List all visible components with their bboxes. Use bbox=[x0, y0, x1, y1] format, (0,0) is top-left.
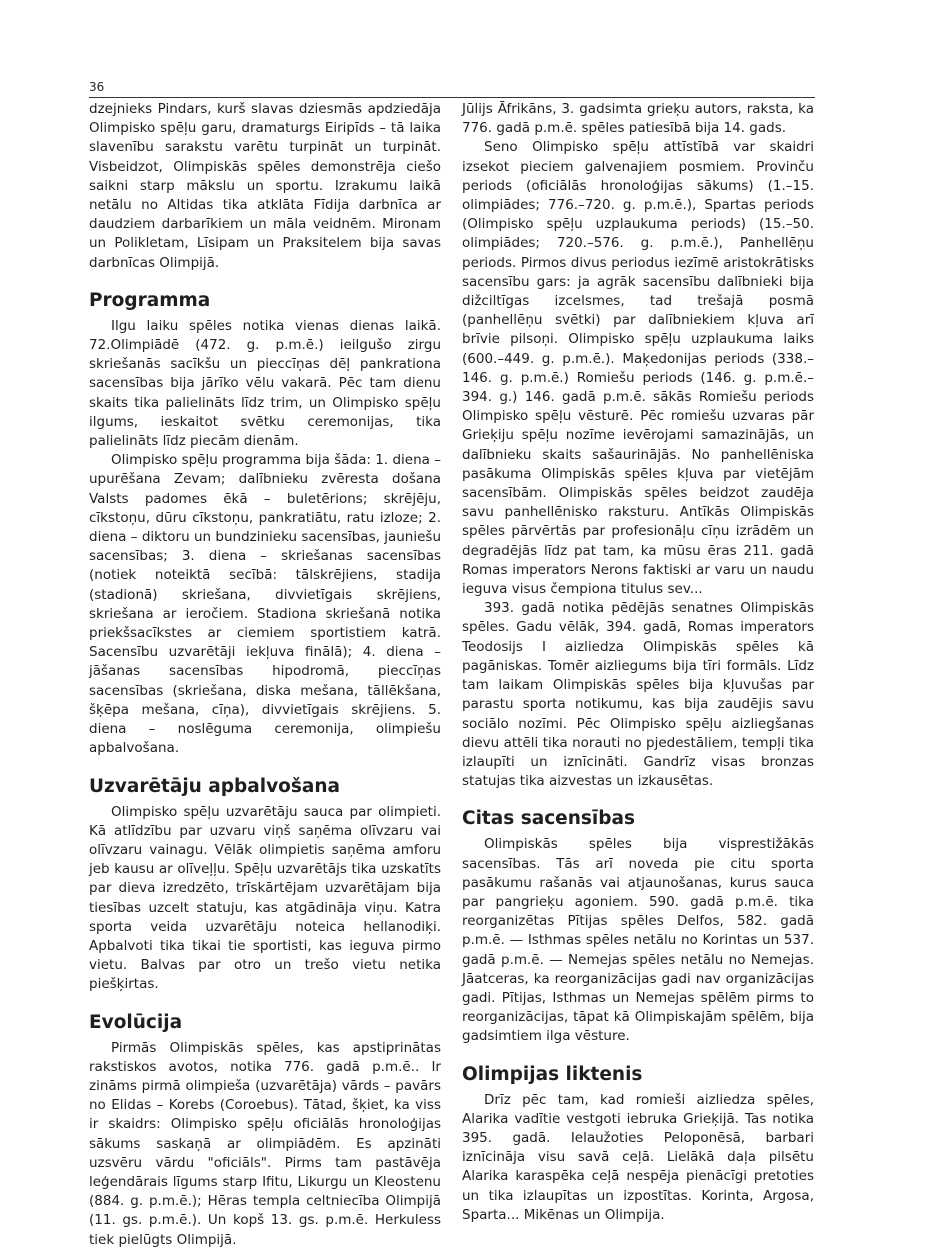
programma-paragraph-2: Olimpisko spēļu programma bija šāda: 1. diena – upurēšana Zevam; dalībnieku zvēresta došana Valsts padomes ēkā – buletērions; skrējēju, cīkstoņu, dūru cīkstoņu, pankratiātu, ratu izloze; 2. diena – diktoru un bundzinieku sacensības, jauniešu sacensības; 3. diena – skriešanas sacensības (notiek noteiktā secībā: tālskrējiens, stadija (stadionā) skriešana, divvietīgais skrējiens, skriešana ar ieročiem. Stadiona skriešanā notika priekšsacīkstes ar ciemiem sportistiem katrā. Sacensību uzvarētāji iekļuva finālā); 4. diena – jāšanas sacensības hipodromā, pieccīņas sacensības (skriešana, diska mešana, tāllēkšana, šķēpa mešana, cīņa), divvietīgais skrējiens. 5. diena – noslēguma ceremonija, olimpiešu apbalvošana. bbox=[89, 452, 441, 757]
left-intro-paragraph: dzejnieks Pindars, kurš slavas dziesmās apdziedāja Olimpisko spēļu garu, dramaturgs Eiripīds – tā laika slavenību sarakstu varētu turpināt un turpināt. Visbeidzot, Olimpiskās spēles demonstrēja ciešo saikni starp mākslu un sportu. Izrakumu laikā netālu no Altidas tika atklāta Fīdija darbnīca ar daudziem darbarīkiem un māla veidnēm. Mironam un Polikletam, Līsipam un Praksitelem bija savas darbnīcas Olimpijā. bbox=[89, 101, 441, 271]
heading-uzvaretaju-apbalvosana: Uzvarētāju apbalvošana bbox=[89, 775, 340, 797]
uzvaretaju-paragraph-1: Olimpisko spēļu uzvarētāju sauca par olimpieti. Kā atlīdzību par uzvaru viņš saņēma olīvzaru vai olīvzaru vainagu. Vēlāk olimpietis saņēma amforu jeb kausu ar olīveļļu. Spēļu uzvarētājs tika uzskatīts par dieva izredzēto, trīskārtējam uzvarētājam bija tiesības uzcelt statuju, kas atgādināja viņu. Katra sporta veida uzvarētāju noteica hellanodiķi. Apbalvoti tika tikai tie sportisti, kas ieguva pirmo vietu. Balvas par otro un trešo vietu netika piešķirtas. bbox=[89, 803, 441, 993]
heading-programma: Programma bbox=[89, 289, 211, 311]
citas-paragraph-1: Olimpiskās spēles bija visprestižākās sacensības. Tās arī noveda pie citu sporta pasākumu rašanās vai atjaunošanas, kurus sauca par pangrieķu agoniem. 590. gadā p.m.ē. tika reorganizētas Pītijas spēles Delfos, 582. gadā p.m.ē. — Isthmas spēles netālu no Korintas un 537. gadā p.m.ē. — Nemejas spēles netālu no Nemejas. Jāatceras, ka reorganizācijas gadi nav organizācijas gadi. Pītijas, Isthmas un Nemejas spēlēm pirms to reorganizācijas, tāpat kā Olimpiskajām spēlēm, bija gadsimtiem ilga vēsture. bbox=[462, 836, 814, 1045]
heading-citas-sacensibas: Citas sacensības bbox=[462, 808, 635, 830]
header-rule bbox=[89, 97, 815, 98]
right-column bbox=[462, 100, 814, 1225]
heading-olimpijas-liktenis: Olimpijas liktenis bbox=[462, 1063, 643, 1085]
evolucija-paragraph-1: Pirmās Olimpiskās spēles, kas apstiprinātas rakstiskos avotos, notika 776. gadā p.m.ē.. Ir zināms pirmā olimpieša (uzvarētāja) vārds – pavārs no Elidas – Korebs (Coroebus). Tātad, šķiet, ka viss ir skaidrs: Olimpisko spēļu oficiālās hronoloģijas sākums saskaņā ar olimpiādēm. Es apzināti uzsvēru vārdu "oficiāls". Pirms tam pastāvēja leģendārais līgums starp Ifitu, Likurgu un Kleostenu (884. g. p.m.ē.); Hēras templa celtniecība Olimpijā (11. gs. p.m.ē.). Un kopš 13. gs. p.m.ē. Herkuless tiek pielūgts Olimpijā. bbox=[89, 1039, 441, 1248]
left-column bbox=[89, 100, 441, 1250]
right-intro-paragraph: Jūlijs Āfrikāns, 3. gadsimta grieķu autors, raksta, ka 776. gadā p.m.ē. spēles patiesībā bija 14. gads. bbox=[462, 101, 814, 137]
programma-paragraph-1: Ilgu laiku spēles notika vienas dienas laikā. 72.Olimpiādē (472. g. p.m.ē.) ieilgušo zirgu skriešanās sacīkšu un pieccīņas dēļ pankrationa sacensības bija jārīko vēlu vakarā. Pēc tam dienu skaits tika palielināts līdz trim, un Olimpisko spēļu ilgums, ieskaitot svētku ceremonijas, tika palielināts līdz piecām dienām. bbox=[89, 317, 441, 450]
page-number: 36 bbox=[89, 80, 105, 94]
right-paragraph-2: Seno Olimpisko spēļu attīstībā var skaidri izsekot pieciem galvenajiem posmiem. Provinču periods (oficiālās hronoloģijas sākums) (1.–15. olimpiādes; 776.–720. g. p.m.ē.), Spartas periods (Olimpisko spēļu uzplaukuma periods) (15.–50. olimpiādes; 720.–576. g. p.m.ē.), Panhellēņu periods. Pirmos divus periodus iezīmē aristokrātisks sacensību gars: ja agrāk sacensību dalībnieki bija dižciltīgas izcelsmes, tad trešajā posmā (panhellēņu svētki) par dalībniekiem kļuva arī brīvie pilsoņi. Olimpisko spēļu uzplaukuma laiks (600.–449. g. p.m.ē.). Maķedonijas periods (338.–146. g. p.m.ē.) Romiešu periods (146. g. p.m.ē.–394. g.) 146. gadā p.m.ē. sākās Romiešu periods Olimpisko spēļu vēsturē. Pēc romiešu uzvaras pār Grieķiju spēļu nozīme ievērojami samazinājās, un dalībnieku skaits sašaurinājās. No panhellēniska pasākuma Olimpiskās spēles kļuva par vietējām sacensībām. Olimpiskās spēles beidzot zaudēja savu panhellēnisko raksturu. Antīkās Olimpiskās spēles pārvērtās par profesionāļu cīņu izrādēm un degradējās līdz pat tam, ka mūsu ēras 211. gadā Romas imperators Nerons faktiski ar varu un naudu ieguva visus čempiona titulus sev... bbox=[462, 139, 814, 598]
liktenis-paragraph-1: Drīz pēc tam, kad romieši aizliedza spēles, Alarika vadītie vestgoti iebruka Grieķijā. Tas notika 395. gadā. Ielaužoties Peloponēsā, barbari iznīcināja visu savā ceļā. Lielākā daļa pilsētu Alarika karaspēka ceļā nespēja pienācīgi pretoties un tika izlaupītas un izpostītas. Korinta, Argosa, Sparta... Mikēnas un Olimpija. bbox=[462, 1091, 814, 1223]
right-paragraph-3: 393. gadā notika pēdējās senatnes Olimpiskās spēles. Gadu vēlāk, 394. gadā, Romas imperators Teodosijs I aizliedza Olimpiskās spēles kā pagāniskas. Tomēr aizliegums bija tīri formāls. Līdz tam laikam Olimpiskās spēles bija kļuvušas par parastu sporta notikumu, kas bija zaudējis savu sociālo nozīmi. Pēc Olimpisko spēļu aizliegšanas dievu attēli tika norauti no pjedestāliem, tempļi tika izlaupīti un iznīcināti. Gandrīz visas bronzas statujas tika aizvestas un izkausētas. bbox=[462, 600, 814, 790]
heading-evolucija: Evolūcija bbox=[89, 1011, 183, 1033]
